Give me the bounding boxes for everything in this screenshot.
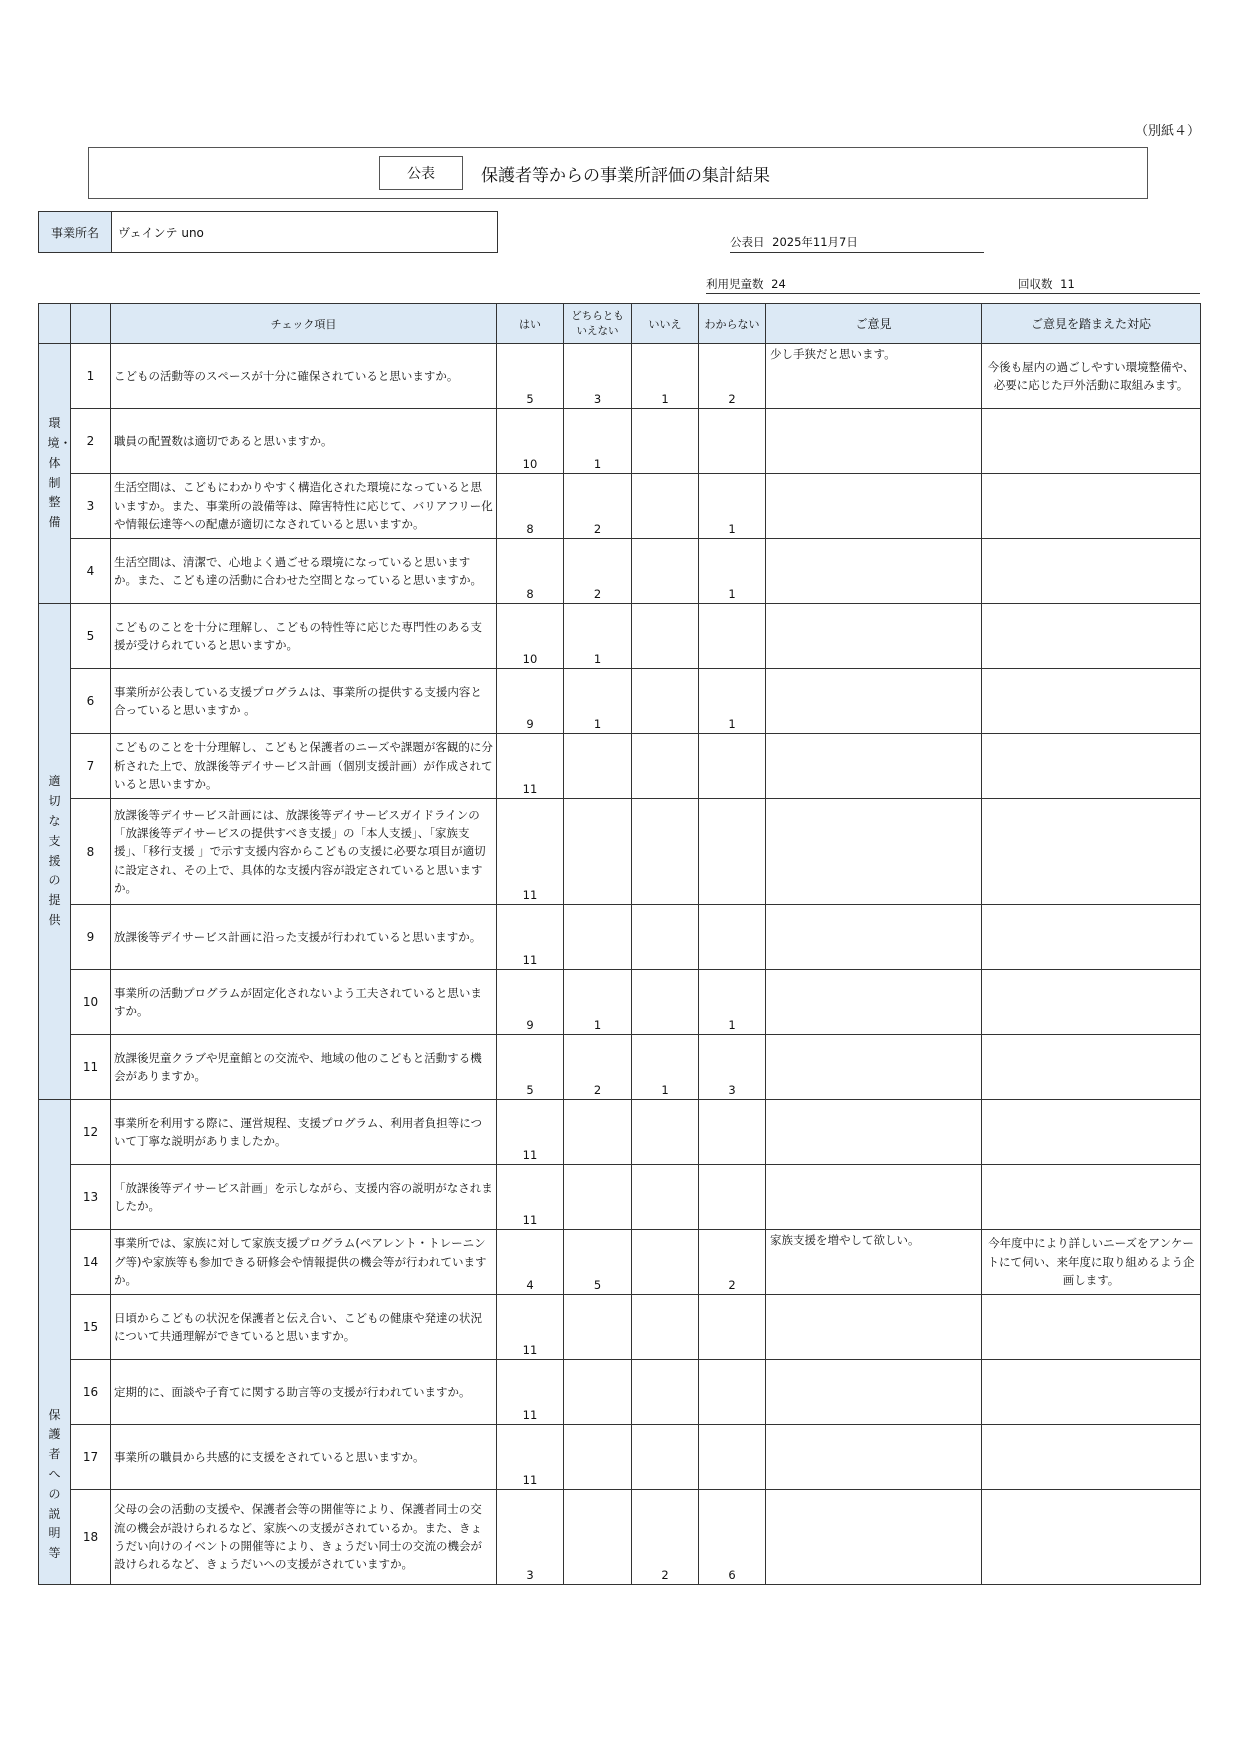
response-text: 今年度中により詳しいニーズをアンケートにて伺い、来年度に取り組めるよう企画します。 bbox=[982, 1230, 1201, 1295]
evaluation-table bbox=[38, 303, 1201, 1585]
check-item-text: 「放課後等デイサービス計画」を示しながら、支援内容の説明がなされましたか。 bbox=[111, 1165, 497, 1230]
count-neither bbox=[564, 799, 632, 905]
section-label bbox=[39, 344, 71, 604]
check-item-text: 事業所では、家族に対して家族支援プログラム(ペアレント・トレーニング等)や家族等も参加できる研修会や情報提供の機会等が行われていますか。 bbox=[111, 1230, 497, 1295]
collection-count-label: 回収数 bbox=[1018, 277, 1053, 291]
response-text bbox=[982, 409, 1201, 474]
header-neither: どちらとも いえない bbox=[564, 304, 632, 344]
table-row bbox=[39, 1230, 1201, 1295]
header-unknown: わからない bbox=[699, 304, 766, 344]
count-unknown: 2 bbox=[699, 1230, 766, 1295]
count-yes: 10 bbox=[497, 604, 564, 669]
response-text bbox=[982, 1295, 1201, 1360]
publication-date-label: 公表日 bbox=[730, 235, 765, 249]
row-number: 8 bbox=[71, 799, 111, 905]
row-number: 4 bbox=[71, 539, 111, 604]
check-item-text: 放課後児童クラブや児童館との交流や、地域の他のこどもと活動する機会がありますか。 bbox=[111, 1035, 497, 1100]
check-item-text: 事業所を利用する際に、運営規程、支援プログラム、利用者負担等について丁寧な説明がありましたか。 bbox=[111, 1100, 497, 1165]
check-item-text: 定期的に、面談や子育てに関する助言等の支援が行われていますか。 bbox=[111, 1360, 497, 1425]
count-unknown bbox=[699, 1425, 766, 1490]
count-no: 2 bbox=[632, 1490, 699, 1585]
table-row bbox=[39, 409, 1201, 474]
count-yes: 11 bbox=[497, 1295, 564, 1360]
count-unknown: 3 bbox=[699, 1035, 766, 1100]
check-item-text: 事業所が公表している支援プログラムは、事業所の提供する支援内容と合っていると思いますか 。 bbox=[111, 669, 497, 734]
opinion-text: 家族支援を増やして欲しい。 bbox=[766, 1230, 982, 1295]
table-header-row bbox=[39, 304, 1201, 344]
count-yes: 11 bbox=[497, 1425, 564, 1490]
opinion-text bbox=[766, 1360, 982, 1425]
row-number: 12 bbox=[71, 1100, 111, 1165]
opinion-text bbox=[766, 1165, 982, 1230]
count-no: 1 bbox=[632, 344, 699, 409]
count-no bbox=[632, 1230, 699, 1295]
count-no bbox=[632, 604, 699, 669]
header-section bbox=[39, 304, 71, 344]
section-label bbox=[39, 604, 71, 1100]
count-neither bbox=[564, 1360, 632, 1425]
row-number: 9 bbox=[71, 905, 111, 970]
count-neither bbox=[564, 1165, 632, 1230]
row-number: 6 bbox=[71, 669, 111, 734]
count-unknown: 1 bbox=[699, 539, 766, 604]
count-yes: 11 bbox=[497, 1360, 564, 1425]
publication-date bbox=[730, 234, 984, 253]
header-check-item: チェック項目 bbox=[111, 304, 497, 344]
row-number: 14 bbox=[71, 1230, 111, 1295]
row-number: 16 bbox=[71, 1360, 111, 1425]
count-yes: 11 bbox=[497, 734, 564, 799]
response-text bbox=[982, 1490, 1201, 1585]
check-item-text: 事業所の職員から共感的に支援をされていると思いますか。 bbox=[111, 1425, 497, 1490]
row-number: 5 bbox=[71, 604, 111, 669]
check-item-text: 日頃からこどもの状況を保護者と伝え合い、こどもの健康や発達の状況について共通理解ができていると思いますか。 bbox=[111, 1295, 497, 1360]
count-no bbox=[632, 970, 699, 1035]
table-row bbox=[39, 344, 1201, 409]
opinion-text bbox=[766, 1490, 982, 1585]
section-label-text: 環境・体制整備 bbox=[47, 416, 72, 530]
count-unknown bbox=[699, 734, 766, 799]
table-row bbox=[39, 539, 1201, 604]
count-yes: 3 bbox=[497, 1490, 564, 1585]
response-text bbox=[982, 970, 1201, 1035]
count-unknown bbox=[699, 1165, 766, 1230]
count-no bbox=[632, 1295, 699, 1360]
table-row bbox=[39, 1165, 1201, 1230]
response-text bbox=[982, 905, 1201, 970]
response-text: 今後も屋内の過ごしやすい環境整備や、必要に応じた戸外活動に取組みます。 bbox=[982, 344, 1201, 409]
count-no: 1 bbox=[632, 1035, 699, 1100]
count-yes: 4 bbox=[497, 1230, 564, 1295]
check-item-text: こどものことを十分に理解し、こどもの特性等に応じた専門性のある支援が受けられていると思いますか。 bbox=[111, 604, 497, 669]
count-no bbox=[632, 409, 699, 474]
check-item-text: 放課後等デイサービス計画に沿った支援が行われていると思いますか。 bbox=[111, 905, 497, 970]
response-text bbox=[982, 799, 1201, 905]
row-number: 10 bbox=[71, 970, 111, 1035]
table-row bbox=[39, 1425, 1201, 1490]
check-item-text: こどもの活動等のスペースが十分に確保されていると思いますか。 bbox=[111, 344, 497, 409]
opinion-text bbox=[766, 1425, 982, 1490]
table-row bbox=[39, 1295, 1201, 1360]
check-item-text: 生活空間は、清潔で、心地よく過ごせる環境になっていると思いますか。また、こども達の活動に合わせた空間となっていると思いますか。 bbox=[111, 539, 497, 604]
count-unknown bbox=[699, 799, 766, 905]
response-text bbox=[982, 1165, 1201, 1230]
opinion-text bbox=[766, 1100, 982, 1165]
header-number bbox=[71, 304, 111, 344]
row-number: 1 bbox=[71, 344, 111, 409]
page-title: 保護者等からの事業所評価の集計結果 bbox=[481, 165, 770, 186]
count-yes: 8 bbox=[497, 539, 564, 604]
count-no bbox=[632, 669, 699, 734]
row-number: 15 bbox=[71, 1295, 111, 1360]
opinion-text bbox=[766, 1035, 982, 1100]
count-neither: 3 bbox=[564, 344, 632, 409]
office-name-value: ヴェインテ uno bbox=[118, 225, 204, 240]
check-item-text: 放課後等デイサービス計画には、放課後等デイサービスガイドラインの「放課後等デイサービスの提供すべき支援」の「本人支援」、「家族支援」、「移行支援 」で示す支援内容からこどもの支援に必要な項目が適切に設定され、その上で、具体的な支援内容が設定されていると思いますか。 bbox=[111, 799, 497, 905]
count-unknown: 1 bbox=[699, 669, 766, 734]
opinion-text bbox=[766, 539, 982, 604]
count-unknown: 2 bbox=[699, 344, 766, 409]
count-yes: 11 bbox=[497, 1100, 564, 1165]
response-text bbox=[982, 474, 1201, 539]
check-item-text: 父母の会の活動の支援や、保護者会等の開催等により、保護者同士の交流の機会が設けられるなど、家族への支援がされているか。また、きょうだい向けのイベントの開催等により、きょうだい同士の交流の機会が設けられるなど、きょうだいへの支援がされていますか。 bbox=[111, 1490, 497, 1585]
count-unknown: 6 bbox=[699, 1490, 766, 1585]
check-item-text: 事業所の活動プログラムが固定化されないよう工夫されていると思いますか。 bbox=[111, 970, 497, 1035]
table-row bbox=[39, 799, 1201, 905]
section-label-text: 保護者への説明等 bbox=[48, 1407, 61, 1561]
table-row bbox=[39, 474, 1201, 539]
info-underline bbox=[706, 293, 1200, 294]
count-yes: 10 bbox=[497, 409, 564, 474]
section-label bbox=[39, 1100, 71, 1585]
response-text bbox=[982, 1035, 1201, 1100]
count-no bbox=[632, 1165, 699, 1230]
count-unknown bbox=[699, 604, 766, 669]
count-neither bbox=[564, 905, 632, 970]
count-neither bbox=[564, 1490, 632, 1585]
count-no bbox=[632, 799, 699, 905]
row-number: 3 bbox=[71, 474, 111, 539]
count-neither: 1 bbox=[564, 604, 632, 669]
response-text bbox=[982, 1360, 1201, 1425]
count-no bbox=[632, 1100, 699, 1165]
opinion-text: 少し手狭だと思います。 bbox=[766, 344, 982, 409]
count-no bbox=[632, 474, 699, 539]
publication-date-value: 2025年11月7日 bbox=[772, 235, 858, 249]
row-number: 18 bbox=[71, 1490, 111, 1585]
count-neither: 1 bbox=[564, 669, 632, 734]
collection-count-value: 11 bbox=[1060, 277, 1075, 291]
table-row bbox=[39, 905, 1201, 970]
count-yes: 11 bbox=[497, 905, 564, 970]
header-opinion: ご意見 bbox=[766, 304, 982, 344]
count-neither bbox=[564, 1425, 632, 1490]
opinion-text bbox=[766, 409, 982, 474]
count-neither: 5 bbox=[564, 1230, 632, 1295]
header-no: いいえ bbox=[632, 304, 699, 344]
count-yes: 9 bbox=[497, 669, 564, 734]
row-number: 11 bbox=[71, 1035, 111, 1100]
check-item-text: 生活空間は、こどもにわかりやすく構造化された環境になっていると思いますか。また、事業所の設備等は、障害特性に応じて、バリアフリー化や情報伝達等への配慮が適切になされていると思いますか。 bbox=[111, 474, 497, 539]
office-name-box bbox=[38, 211, 498, 253]
opinion-text bbox=[766, 799, 982, 905]
section-label-text: 適切な支援の提供 bbox=[48, 774, 61, 927]
count-neither bbox=[564, 734, 632, 799]
count-yes: 8 bbox=[497, 474, 564, 539]
count-no bbox=[632, 905, 699, 970]
public-label: 公表 bbox=[379, 156, 463, 190]
count-yes: 5 bbox=[497, 344, 564, 409]
collection-count bbox=[1018, 276, 1200, 292]
count-no bbox=[632, 1360, 699, 1425]
opinion-text bbox=[766, 604, 982, 669]
table-row bbox=[39, 1100, 1201, 1165]
response-text bbox=[982, 1425, 1201, 1490]
count-unknown bbox=[699, 409, 766, 474]
row-number: 17 bbox=[71, 1425, 111, 1490]
check-item-text: こどものことを十分理解し、こどもと保護者のニーズや課題が客観的に分析された上で、放課後等デイサービス計画（個別支援計画）が作成されていると思いますか。 bbox=[111, 734, 497, 799]
count-unknown: 1 bbox=[699, 474, 766, 539]
response-text bbox=[982, 669, 1201, 734]
count-unknown bbox=[699, 1100, 766, 1165]
opinion-text bbox=[766, 970, 982, 1035]
check-item-text: 職員の配置数は適切であると思いますか。 bbox=[111, 409, 497, 474]
response-text bbox=[982, 539, 1201, 604]
count-no bbox=[632, 734, 699, 799]
row-number: 13 bbox=[71, 1165, 111, 1230]
count-neither: 2 bbox=[564, 539, 632, 604]
opinion-text bbox=[766, 734, 982, 799]
table-row bbox=[39, 734, 1201, 799]
count-unknown bbox=[699, 1295, 766, 1360]
user-count-value: 24 bbox=[771, 277, 786, 291]
count-neither: 1 bbox=[564, 409, 632, 474]
table-row bbox=[39, 604, 1201, 669]
user-count-label: 利用児童数 bbox=[706, 277, 764, 291]
count-no bbox=[632, 539, 699, 604]
header-yes: はい bbox=[497, 304, 564, 344]
appendix-note: （別紙４） bbox=[1134, 124, 1200, 139]
table-row bbox=[39, 1035, 1201, 1100]
opinion-text bbox=[766, 669, 982, 734]
response-text bbox=[982, 604, 1201, 669]
count-yes: 11 bbox=[497, 799, 564, 905]
opinion-text bbox=[766, 905, 982, 970]
response-text bbox=[982, 1100, 1201, 1165]
count-unknown bbox=[699, 905, 766, 970]
row-number: 2 bbox=[71, 409, 111, 474]
table-row bbox=[39, 970, 1201, 1035]
count-yes: 5 bbox=[497, 1035, 564, 1100]
count-yes: 11 bbox=[497, 1165, 564, 1230]
count-no bbox=[632, 1425, 699, 1490]
count-neither: 1 bbox=[564, 970, 632, 1035]
table-row bbox=[39, 1490, 1201, 1585]
count-yes: 9 bbox=[497, 970, 564, 1035]
count-neither bbox=[564, 1295, 632, 1360]
count-neither: 2 bbox=[564, 474, 632, 539]
user-count bbox=[706, 276, 1006, 292]
header-response: ご意見を踏まえた対応 bbox=[982, 304, 1201, 344]
row-number: 7 bbox=[71, 734, 111, 799]
count-neither bbox=[564, 1100, 632, 1165]
count-unknown: 1 bbox=[699, 970, 766, 1035]
table-row bbox=[39, 1360, 1201, 1425]
office-name-label: 事業所名 bbox=[39, 212, 112, 252]
title-box bbox=[88, 147, 1148, 199]
table-row bbox=[39, 669, 1201, 734]
opinion-text bbox=[766, 1295, 982, 1360]
count-unknown bbox=[699, 1360, 766, 1425]
response-text bbox=[982, 734, 1201, 799]
opinion-text bbox=[766, 474, 982, 539]
count-neither: 2 bbox=[564, 1035, 632, 1100]
